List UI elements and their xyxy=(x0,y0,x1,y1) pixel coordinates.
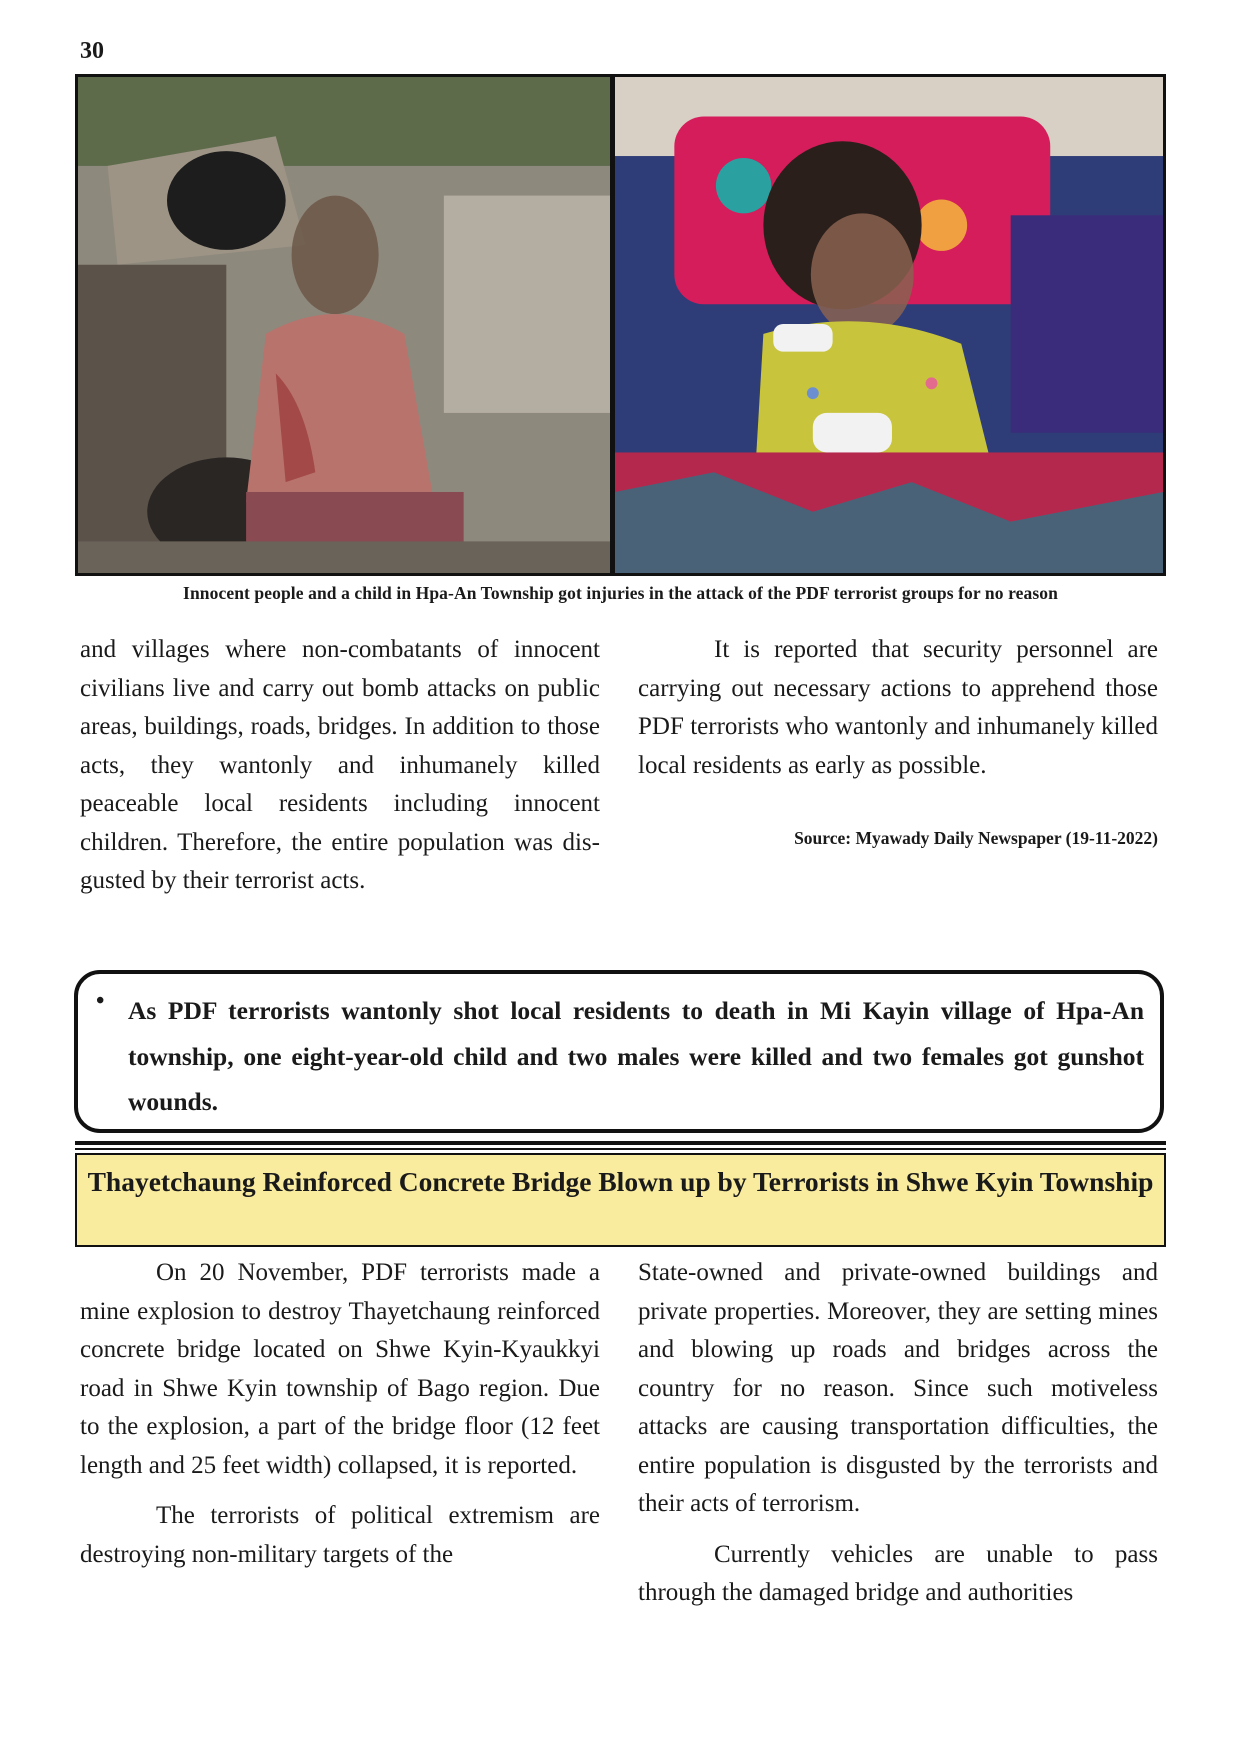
highlight-text: As PDF terrorists wantonly shot local residents to death in Mi Kayin village of Hpa-An township, one eight-year-old child and two males were killed and two females got gunshot wounds. xyxy=(128,996,1144,1116)
article2-left-column xyxy=(80,1254,600,1574)
photo-injured-child-image xyxy=(615,77,1163,573)
article2-left-paragraph: The terrorists of political extremism are destroying non-military targets of the xyxy=(80,1502,600,1568)
article2-left-paragraph: On 20 November, PDF terrorists made a mine explosion to destroy Thayetchaung reinforced concrete bridge located on Shwe Kyin-Kyaukkyi road in Shwe Kyin township of Bago region. Due to the explosion, a part of the bridge floor (12 feet length and 25 feet width) collapsed, it is reported. xyxy=(80,1259,600,1479)
article2-right-paragraph: State-owned and private-owned buildings and private properties. Moreover, they are setting mines and blowing up roads and bridges across the country for no reason. Since such motiveless attacks are causing transportation difficulties, the entire population is disgusted by the terrorists and their acts of terrorism. xyxy=(638,1259,1158,1517)
highlight-box xyxy=(74,970,1164,1133)
article2-right-column xyxy=(638,1254,1158,1613)
article2-right-paragraph: Currently vehicles are unable to pass through the damaged bridge and authorities xyxy=(638,1540,1158,1606)
photo-injured-child xyxy=(612,74,1166,576)
article1-right-paragraph: It is reported that security personnel are carrying out necessary actions to apprehend those PDF terrorists who wantonly and inhumanely killed local residents as early as possible. xyxy=(638,636,1158,779)
page-number: 30 xyxy=(80,38,104,64)
bullet-icon: • xyxy=(96,988,105,1014)
photo-injured-woman xyxy=(75,74,613,576)
section-divider-thin xyxy=(75,1148,1166,1150)
article1-left-paragraph: and villages where non-combatants of innocent civilians live and carry out bomb attacks on public areas, buildings, roads, bridges. In addition to those acts, they wantonly and inhumanely killed peaceable local residents including innocent children. Therefore, the entire population was disgusted by their terrorist acts. xyxy=(80,636,600,894)
photo-caption: Innocent people and a child in Hpa-An Township got injuries in the attack of the PDF terrorist groups for no reason xyxy=(183,583,1058,603)
article1-left-column xyxy=(80,631,600,901)
article1-source: Source: Myawady Daily Newspaper (19-11-2022) xyxy=(794,828,1158,848)
section-divider xyxy=(75,1141,1166,1145)
article2-headline: Thayetchaung Reinforced Concrete Bridge Blown up by Terrorists in Shwe Kyin Township xyxy=(75,1153,1166,1247)
article1-right-column xyxy=(638,631,1158,858)
photo-injured-woman-image xyxy=(78,77,610,573)
